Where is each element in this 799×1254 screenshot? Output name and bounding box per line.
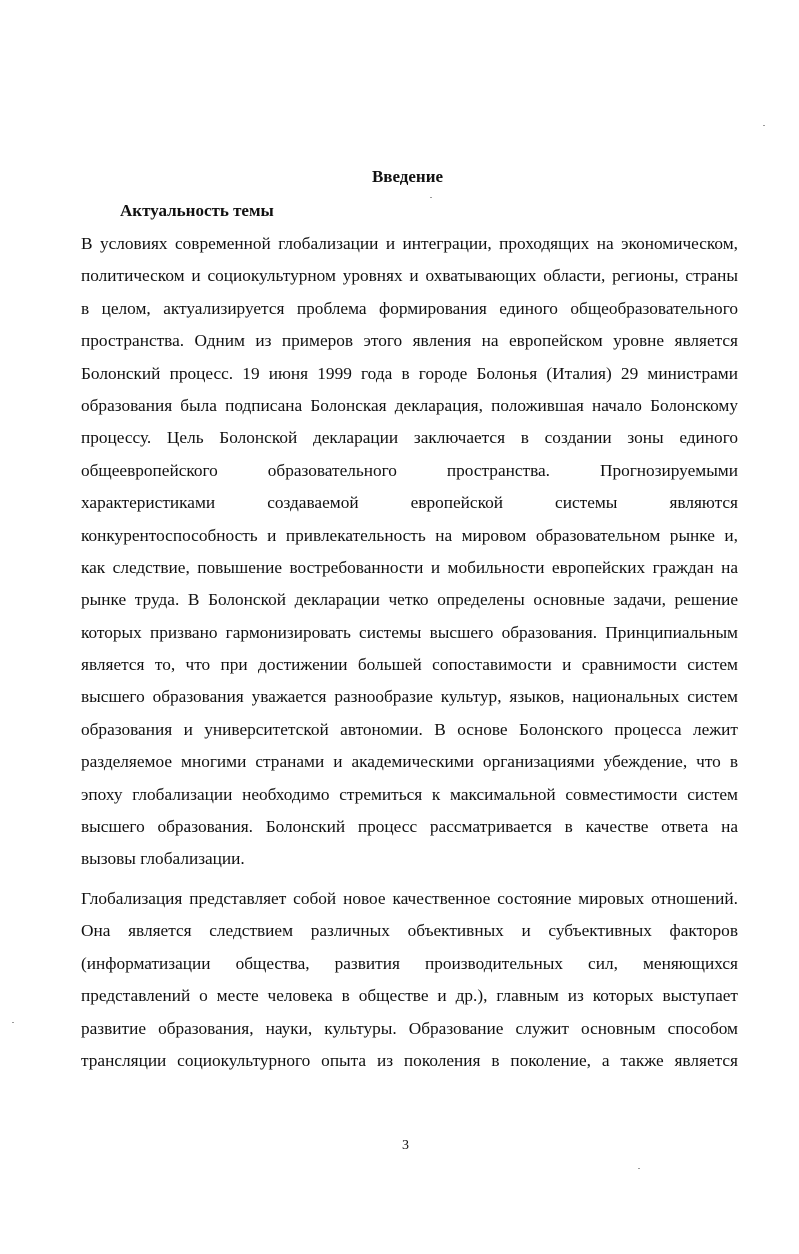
text-line: разделяемое многими странами и академическими организациями убеждение, что в: [81, 752, 738, 772]
scan-speck: [638, 1168, 640, 1169]
text-line: пространства. Одним из примеров этого явления на европейском уровне является: [81, 331, 738, 351]
scan-speck: [12, 1022, 14, 1023]
text-line: развитие образования, науки, культуры. Образование служит основным способом: [81, 1018, 738, 1038]
scan-speck: [763, 125, 765, 126]
section-heading: Введение: [371, 167, 444, 186]
text-line: высшего образования. Болонский процесс рассматривается в качестве ответа на: [81, 817, 738, 837]
text-line: высшего образования уважается разнообразие культур, языков, национальных систем: [81, 687, 738, 707]
text-line: рынке труда. В Болонской декларации четко определены основные задачи, решение: [81, 590, 738, 610]
text-line: вызовы глобализации.: [81, 849, 245, 869]
text-line: (информатизации общества, развития производительных сил, меняющихся: [81, 953, 738, 973]
text-line: как следствие, повышение востребованности и мобильности европейских граждан на: [81, 557, 738, 577]
subsection-heading: Актуальность темы: [120, 201, 274, 220]
text-line: трансляции социокультурного опыта из поколения в поколение, а также является: [81, 1050, 738, 1070]
text-line: характеристиками создаваемой европейской системы являются: [81, 493, 738, 513]
text-line: политическом и социокультурном уровнях и охватывающих области, регионы, страны: [81, 266, 738, 286]
text-line: представлений о месте человека в обществе и др.), главным из которых выступает: [81, 986, 738, 1006]
scan-speck: [430, 197, 432, 198]
text-line: в целом, актуализируется проблема формирования единого общеобразовательного: [81, 298, 738, 318]
paragraph-2: [81, 883, 738, 1077]
text-line: Она является следствием различных объективных и субъективных факторов: [81, 921, 738, 941]
text-line: является то, что при достижении большей сопоставимости и сравнимости систем: [81, 655, 738, 675]
text-line: образования и университетской автономии. В основе Болонского процесса лежит: [81, 719, 738, 739]
page-number: 3: [402, 1138, 409, 1153]
text-line: эпоху глобализации необходимо стремиться к максимальной совместимости систем: [81, 784, 738, 804]
text-line: общеевропейского образовательного пространства. Прогнозируемыми: [81, 460, 738, 480]
text-line: Глобализация представляет собой новое качественное состояние мировых отношений.: [81, 889, 738, 908]
text-line: Болонский процесс. 19 июня 1999 года в городе Болонья (Италия) 29 министрами: [81, 363, 738, 383]
text-line: которых призвано гармонизировать системы высшего образования. Принципиальным: [81, 622, 738, 642]
text-line: процессу. Цель Болонской декларации заключается в создании зоны единого: [81, 428, 738, 448]
text-line: конкурентоспособность и привлекательность на мировом образовательном рынке и,: [81, 525, 738, 545]
text-line: образования была подписана Болонская декларация, положившая начало Болонскому: [81, 395, 738, 415]
paragraph-1: [81, 228, 738, 876]
text-line: В условиях современной глобализации и интеграции, проходящих на экономическом,: [81, 234, 738, 253]
